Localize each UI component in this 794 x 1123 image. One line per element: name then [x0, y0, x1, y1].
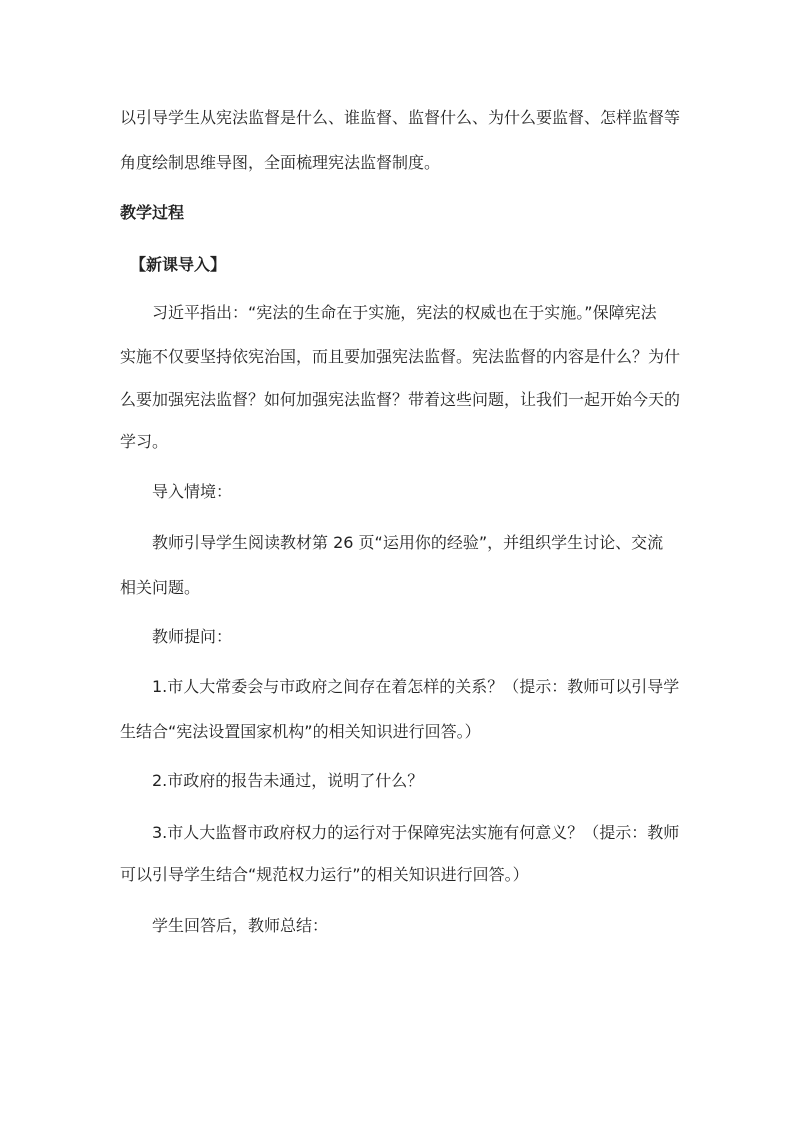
section-heading: 教学过程 — [120, 203, 185, 222]
paragraph-line: 教师引导学生阅读教材第 26 页“运用你的经验”，并组织学生讨论、交流 — [152, 533, 664, 552]
paragraph-line: 教师提问： — [152, 627, 233, 646]
question-line: 1.市人大常委会与市政府之间存在着怎样的关系？（提示：教师可以引导学 — [152, 677, 680, 696]
paragraph-line: 么要加强宪法监督？如何加强宪法监督？带着这些问题，让我们一起开始今天的 — [120, 390, 681, 409]
paragraph-line: 实施不仅要坚持依宪治国，而且要加强宪法监督。宪法监督的内容是什么？为什 — [120, 347, 681, 366]
question-line: 2.市政府的报告未通过，说明了什么？ — [152, 771, 424, 790]
subsection-heading: 【新课导入】 — [130, 255, 227, 274]
intro-line-2: 角度绘制思维导图，全面梳理宪法监督制度。 — [120, 153, 441, 172]
paragraph-line: 导入情境： — [152, 482, 233, 501]
paragraph-line: 学习。 — [120, 432, 169, 451]
paragraph-line: 习近平指出：“宪法的生命在于实施，宪法的权威也在于实施。”保障宪法 — [152, 303, 657, 322]
question-line: 生结合“宪法设置国家机构”的相关知识进行回答。） — [120, 722, 481, 741]
paragraph-line: 相关问题。 — [120, 578, 201, 597]
paragraph-line: 学生回答后，教师总结： — [152, 916, 329, 935]
intro-line-1: 以引导学生从宪法监督是什么、谁监督、监督什么、为什么要监督、怎样监督等 — [120, 108, 681, 127]
question-line: 可以引导学生结合“规范权力运行”的相关知识进行回答。） — [120, 865, 529, 884]
question-line: 3.市人大监督市政府权力的运行对于保障宪法实施有何意义？（提示：教师 — [152, 823, 680, 842]
